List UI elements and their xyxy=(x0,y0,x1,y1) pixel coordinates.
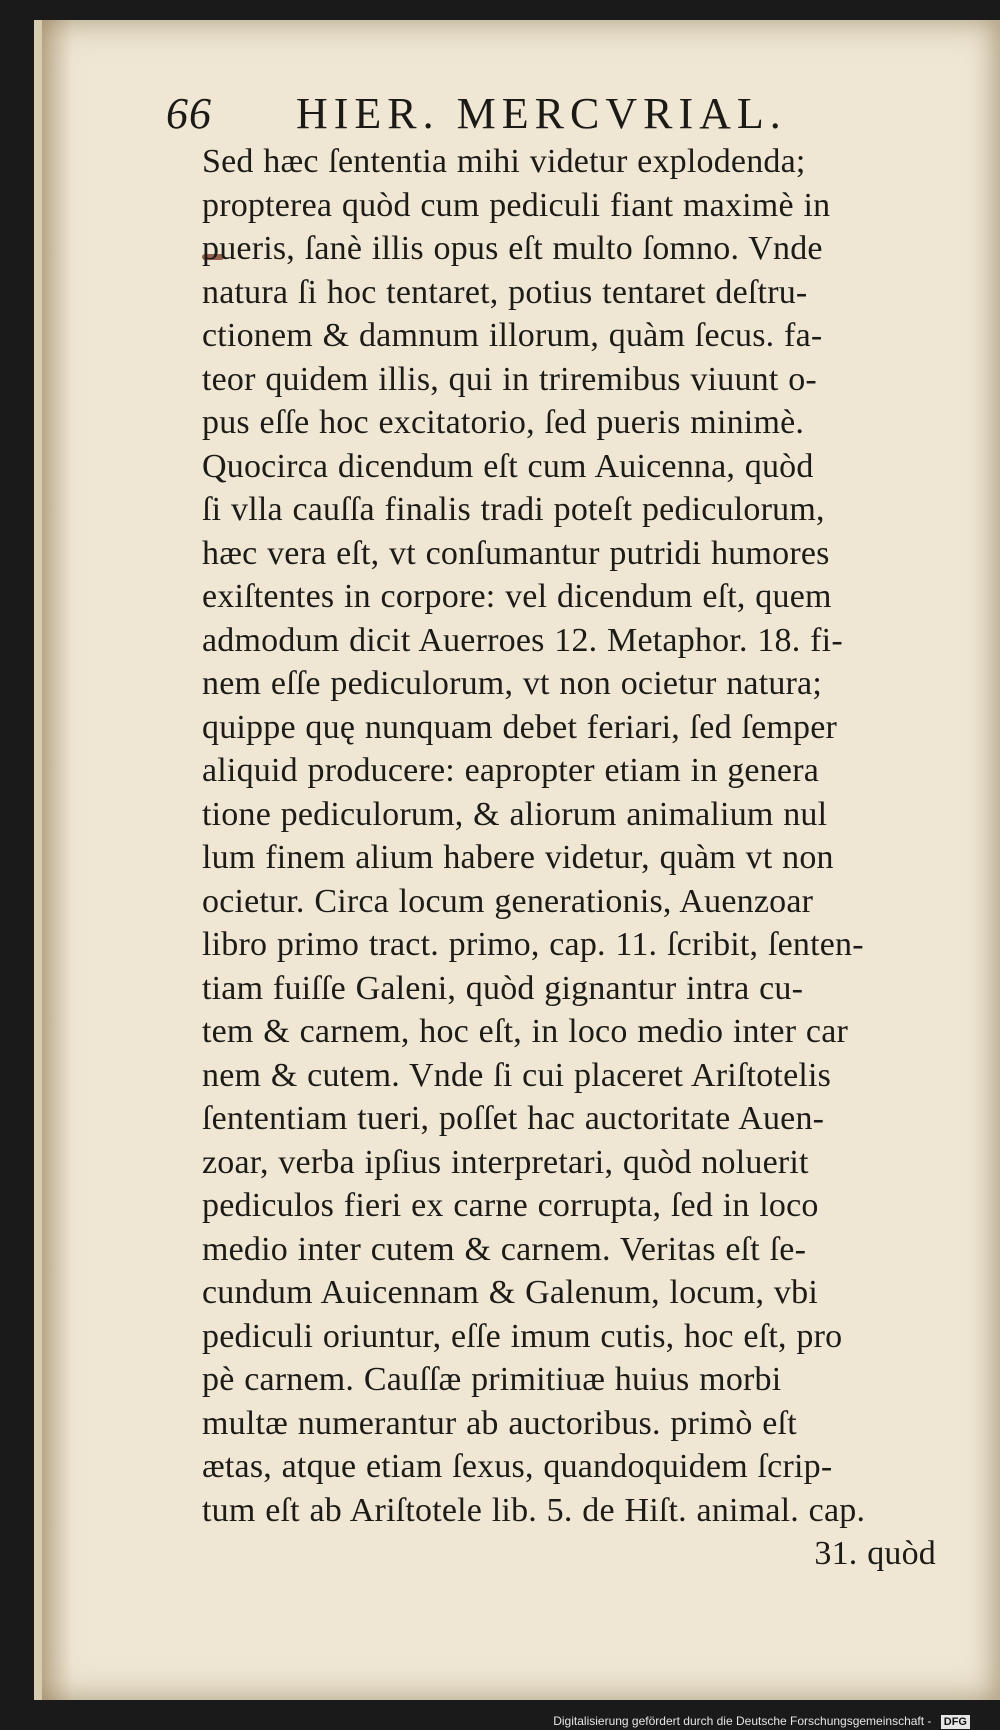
text-line: propterea quòd cum pediculi fiant maximè in xyxy=(202,186,831,224)
text-line: aliquid producere: eapropter etiam in genera xyxy=(202,752,820,789)
text-line: pueris, ſanè illis opus eſt multo ſomno. Vnde xyxy=(202,230,823,267)
body-text xyxy=(202,140,942,1576)
text-line: lum finem alium habere videtur, quàm vt non xyxy=(202,839,834,876)
text-line: medio inter cutem & carnem. Veritas eſt ſe- xyxy=(202,1230,807,1268)
text-line: hæc vera eſt, vt conſumantur putridi humores xyxy=(202,534,830,572)
text-line: pus eſſe hoc excitatorio, ſed pueris minimè. xyxy=(202,404,805,441)
text-line: pediculos fieri ex carne corrupta, ſed in loco xyxy=(202,1187,819,1224)
text-line: libro primo tract. primo, cap. 11. ſcribit, ſenten- xyxy=(202,926,864,963)
text-line: Quocirca dicendum eſt cum Auicenna, quòd xyxy=(202,447,814,485)
text-line: quippe quę nunquam debet feriari, ſed ſemper xyxy=(202,708,838,746)
text-line: pè carnem. Cauſſæ primitiuæ huius morbi xyxy=(202,1361,782,1398)
text-line: ætas, atque etiam ſexus, quandoquidem ſcrip- xyxy=(202,1448,833,1485)
text-line: ocietur. Circa locum generationis, Auenzoar xyxy=(202,882,814,920)
text-line: multæ numerantur ab auctoribus. primò eſt xyxy=(202,1404,797,1442)
catchword: 31. quòd xyxy=(814,1535,936,1572)
text-line: tione pediculorum, & aliorum animalium nul xyxy=(202,795,828,833)
text-line: pediculi oriuntur, eſſe imum cutis, hoc eſt, pro xyxy=(202,1317,843,1355)
text-line: ctionem & damnum illorum, quàm ſecus. fa- xyxy=(202,317,823,354)
running-head: HIER. MERCVRIAL. xyxy=(296,89,787,138)
text-line: admodum dicit Auerroes 12. Metaphor. 18. fi- xyxy=(202,621,843,659)
page-number: 66 xyxy=(166,89,212,138)
dfg-logo: DFG xyxy=(941,1715,970,1729)
text-line: exiſtentes in corpore: vel dicendum eſt, quem xyxy=(202,578,832,615)
funding-note: Digitalisierung gefördert durch die Deutsche Forschungsgemeinschaft - xyxy=(553,1714,932,1728)
text-line: natura ſi hoc tentaret, potius tentaret deſtru- xyxy=(202,273,808,311)
text-line: tum eſt ab Ariſtotele lib. 5. de Hiſt. animal. cap. xyxy=(202,1491,866,1529)
text-line: nem & cutem. Vnde ſi cui placeret Ariſtotelis xyxy=(202,1056,832,1094)
text-line: teor quidem illis, qui in triremibus viuunt o- xyxy=(202,360,817,398)
text-line: zoar, verba ipſius interpretari, quòd noluerit xyxy=(202,1143,809,1181)
text-line: tem & carnem, hoc eſt, in loco medio inter car xyxy=(202,1013,849,1050)
text-line: ſi vlla cauſſa finalis tradi poteſt pediculorum, xyxy=(202,491,825,528)
text-line: tiam fuiſſe Galeni, quòd gignantur intra cu- xyxy=(202,969,804,1007)
text-line: ſententiam tueri, poſſet hac auctoritate Auen- xyxy=(202,1100,825,1137)
funding-footer xyxy=(0,1712,1000,1730)
page-header xyxy=(166,88,866,138)
text-line: Sed hæc ſententia mihi videtur explodenda; xyxy=(202,143,806,180)
text-line: nem eſſe pediculorum, vt non ocietur natura; xyxy=(202,665,822,702)
text-line: cundum Auicennam & Galenum, locum, vbi xyxy=(202,1274,818,1311)
